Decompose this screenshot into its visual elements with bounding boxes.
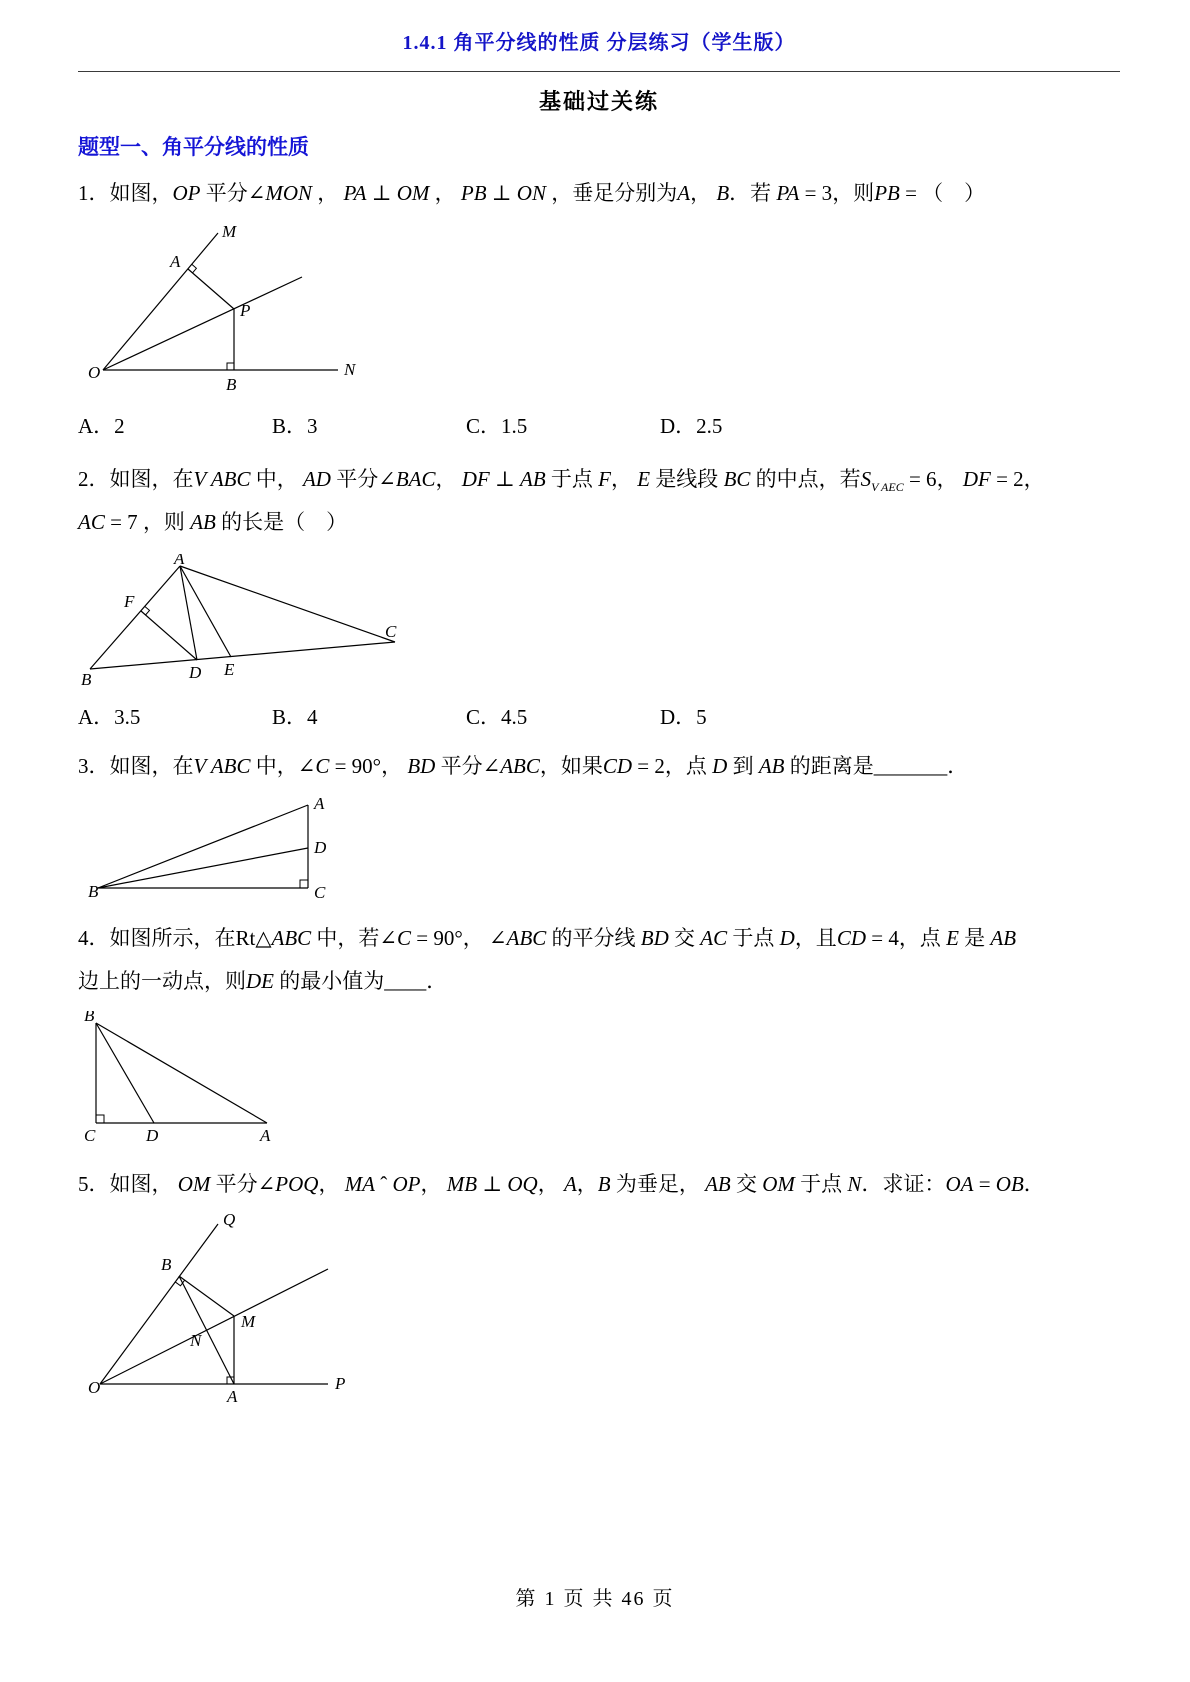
text-segment: ，则 (137, 509, 191, 534)
text-segment: ˆ (375, 1172, 393, 1197)
text-segment: ，点 (664, 753, 713, 778)
text-segment: ，垂足分别为 (545, 181, 678, 205)
text-segment: DE (246, 969, 274, 994)
text-segment: PB (460, 181, 487, 205)
page-title: 1.4.1 角平分线的性质 分层练习（学生版） (402, 32, 796, 54)
text-segment: ， (1023, 466, 1045, 491)
text-segment: OA (945, 1172, 974, 1197)
option-a: A．2 (78, 413, 125, 438)
vertex-label-n: N (344, 359, 356, 379)
question-4 (78, 919, 1120, 1149)
segment-bd (98, 848, 308, 888)
text-segment: ∠C (379, 926, 412, 951)
text-segment: MA (344, 1172, 376, 1197)
text-segment: 的中点，若 (750, 466, 861, 491)
vertex-label-a: A (260, 1126, 271, 1146)
text-segment: BC (723, 466, 751, 491)
topic-heading: 题型一、角平分线的性质 (78, 135, 309, 159)
text-segment: = 6 (903, 466, 937, 491)
vertex-label-d: D (314, 838, 327, 858)
question-1 (78, 174, 1120, 440)
vertex-label-d: D (189, 662, 202, 682)
text-segment: 2．如图，在 (78, 466, 194, 491)
text-segment: 于点 (794, 1172, 848, 1197)
text-segment: 4．如图所示，在Rt△ (78, 926, 272, 951)
text-segment: 是线段 (650, 466, 724, 491)
text-segment: AC (78, 509, 105, 534)
segment-mb (179, 1276, 234, 1316)
edge-ac (180, 566, 395, 642)
text-segment: ， (381, 753, 408, 778)
text-segment: = 7 (104, 509, 138, 534)
text-segment: F (598, 466, 611, 491)
vertex-label-p: P (335, 1373, 346, 1393)
text-segment: 边上的一动点，则 (78, 969, 246, 994)
text-segment: ∠POQ (257, 1172, 319, 1197)
figure-2 (80, 554, 410, 692)
segment-df (141, 611, 197, 660)
option-c: C．1.5 (466, 413, 528, 438)
question-2-options (78, 701, 1120, 731)
text-segment: ABC (271, 926, 312, 951)
text-segment: 中， (255, 466, 303, 491)
text-segment: 的长是（ ） (215, 509, 348, 534)
edge-ab (98, 805, 308, 888)
text-segment: = 90° (329, 753, 382, 778)
text-segment: = 90° (411, 926, 463, 951)
right-angle-mark-a (192, 264, 197, 273)
text-segment: A (563, 1172, 577, 1197)
text-segment: AB (520, 466, 546, 491)
question-2-text-line2 (78, 503, 1120, 542)
vertex-label-e: E (224, 659, 235, 679)
text-segment: ∠ABC (489, 926, 547, 951)
text-segment: A (677, 181, 691, 205)
text-segment: OQ (507, 1172, 538, 1197)
text-segment: ， (610, 466, 638, 491)
text-segment: B (716, 181, 730, 205)
text-segment: DF (461, 466, 490, 491)
text-segment: OM (396, 181, 430, 205)
text-segment: 到 (727, 753, 759, 778)
text-segment: AB (705, 1172, 731, 1197)
text-segment: OP (392, 1172, 421, 1197)
text-segment: D (779, 926, 795, 951)
question-4-text-line2 (78, 962, 1120, 1001)
text-segment: V AEC (871, 479, 904, 494)
text-segment: V ABC (193, 466, 256, 491)
text-segment: S (860, 466, 872, 491)
vertex-label-o: O (88, 1377, 101, 1397)
question-2 (78, 460, 1120, 731)
text-segment: CD (602, 753, 633, 778)
text-segment: ，则 (832, 181, 875, 205)
text-segment: 5．如图， (78, 1172, 178, 1197)
option-d: D．5 (660, 704, 707, 729)
segment-ab (179, 1276, 234, 1384)
vertex-label-m: M (241, 1311, 256, 1331)
text-segment: 于点 (545, 466, 599, 491)
text-segment: = （ ） (899, 181, 986, 205)
option-c: C．4.5 (466, 704, 528, 729)
page-footer: 第 1 页 共 46 页 (515, 1588, 675, 1610)
text-segment: 1．如图， (78, 181, 173, 205)
figure-1 (88, 223, 388, 401)
section-title: 基础过关练 (538, 89, 659, 114)
question-4-text-line1 (78, 919, 1120, 958)
text-segment: OM (762, 1172, 795, 1197)
text-segment: = 2 (990, 466, 1024, 491)
vertex-label-b: B (161, 1254, 172, 1274)
text-segment: ⊥ (477, 1172, 508, 1197)
vertex-label-c: C (314, 883, 326, 903)
right-angle-mark-c (300, 880, 308, 888)
text-segment: CD (836, 926, 866, 951)
text-segment: ∠ABC (482, 753, 540, 778)
text-segment: PA (776, 181, 800, 205)
text-segment: ⊥ (366, 181, 397, 205)
vertex-label-q: Q (223, 1211, 236, 1229)
vertex-label-f: F (124, 591, 135, 611)
text-segment: ⊥ (489, 466, 520, 491)
text-segment: PA (343, 181, 367, 205)
text-segment: V ABC (193, 753, 256, 778)
text-segment: ， (420, 1172, 447, 1197)
text-segment: OB (995, 1172, 1024, 1197)
ray-oq (100, 1224, 218, 1384)
question-5 (78, 1165, 1120, 1410)
text-segment: MB (446, 1172, 478, 1197)
text-segment: ．求证： (861, 1172, 946, 1197)
question-3 (78, 747, 1120, 906)
text-segment: BD (640, 926, 669, 951)
text-segment: 中，若 (311, 926, 380, 951)
text-segment: AB (990, 926, 1017, 951)
question-5-text (78, 1165, 1120, 1204)
text-segment: ， (576, 1172, 598, 1197)
text-segment: 的平分线 (546, 926, 641, 951)
vertex-label-c: C (84, 1126, 96, 1146)
vertex-label-b: B (84, 1011, 95, 1026)
vertex-label-a: A (170, 251, 181, 271)
text-segment: = 3 (799, 181, 833, 205)
text-segment: 交 (730, 1172, 763, 1197)
text-segment: AB (190, 509, 216, 534)
text-segment: 中， (255, 753, 298, 778)
vertex-label-b: B (81, 669, 92, 689)
text-segment: AD (302, 466, 331, 491)
ray-bisector-op (103, 277, 302, 370)
text-segment: E (637, 466, 651, 491)
text-segment: B (597, 1172, 611, 1197)
text-segment: ∠MON (247, 181, 313, 205)
text-segment: ∠C (297, 753, 330, 778)
text-segment: ∠BAC (378, 466, 436, 491)
edge-ab (90, 566, 180, 669)
text-segment: ， (318, 1172, 345, 1197)
text-segment: ．若 (729, 181, 777, 205)
text-segment: ， (537, 1172, 564, 1197)
text-segment: 平分 (200, 181, 248, 205)
question-3-text (78, 747, 1120, 786)
text-segment: 3．如图，在 (78, 753, 194, 778)
question-2-text-line1 (78, 460, 1120, 499)
text-segment: ， (690, 181, 717, 205)
text-segment: 为垂足， (610, 1172, 706, 1197)
vertex-label-n: N (190, 1330, 202, 1350)
text-segment: 是 (958, 926, 991, 951)
text-segment: 平分 (435, 753, 483, 778)
text-segment: D (712, 753, 728, 778)
text-segment: ， (312, 181, 344, 205)
edge-ab (96, 1023, 267, 1123)
text-segment: = 2 (632, 753, 665, 778)
vertex-label-a: A (227, 1386, 238, 1406)
text-segment: ON (516, 181, 546, 205)
text-segment: ． (1023, 1172, 1045, 1197)
text-segment: 交 (668, 926, 701, 951)
text-segment: OM (177, 1172, 211, 1197)
text-segment: 于点 (727, 926, 780, 951)
divider (78, 71, 1120, 72)
text-segment: PB (874, 181, 900, 205)
figure-3 (88, 793, 358, 905)
text-segment: DF (962, 466, 991, 491)
text-segment: ，如果 (539, 753, 603, 778)
right-angle-mark-f (145, 606, 150, 615)
right-angle-mark-c (96, 1115, 104, 1123)
question-1-text (78, 174, 1120, 213)
right-angle-mark-b (227, 363, 234, 370)
vertex-label-b: B (226, 374, 237, 394)
vertex-label-a: A (314, 794, 325, 814)
option-a: A．3.5 (78, 704, 141, 729)
vertex-label-p: P (240, 300, 251, 320)
vertex-label-d: D (146, 1126, 159, 1146)
vertex-label-m: M (222, 222, 237, 241)
ray-om (103, 233, 218, 370)
text-segment: ， (435, 466, 462, 491)
text-segment: 的距离是_______． (784, 753, 969, 778)
question-1-options (78, 410, 1120, 440)
text-segment: 平分 (330, 466, 379, 491)
vertex-label-a: A (174, 553, 185, 568)
vertex-label-o: O (88, 362, 101, 382)
option-b: B．4 (272, 704, 318, 729)
text-segment: ⊥ (486, 181, 517, 205)
text-segment: ， (936, 466, 963, 491)
text-segment: ， (462, 926, 490, 951)
text-segment: ， (429, 181, 461, 205)
text-segment: OP (172, 181, 201, 205)
ray-bisector-om (100, 1269, 328, 1384)
text-segment: E (946, 926, 959, 951)
option-b: B．3 (272, 413, 318, 438)
vertex-label-c: C (385, 621, 397, 641)
text-segment: N (847, 1172, 862, 1197)
text-segment: 平分 (210, 1172, 258, 1197)
segment-ap (188, 269, 234, 309)
vertex-label-b: B (88, 882, 99, 902)
text-segment: ，且 (794, 926, 837, 951)
option-d: D．2.5 (660, 413, 723, 438)
text-segment: = 4 (866, 926, 899, 951)
edge-bc (90, 642, 395, 669)
figure-4 (82, 1011, 292, 1149)
text-segment: AB (758, 753, 785, 778)
figure-5 (88, 1212, 353, 1410)
text-segment: ，点 (898, 926, 947, 951)
text-segment: 的最小值为____． (274, 969, 448, 994)
text-segment: AC (700, 926, 728, 951)
text-segment: = (973, 1172, 996, 1197)
text-segment: BD (407, 753, 436, 778)
segment-bd (96, 1023, 154, 1123)
